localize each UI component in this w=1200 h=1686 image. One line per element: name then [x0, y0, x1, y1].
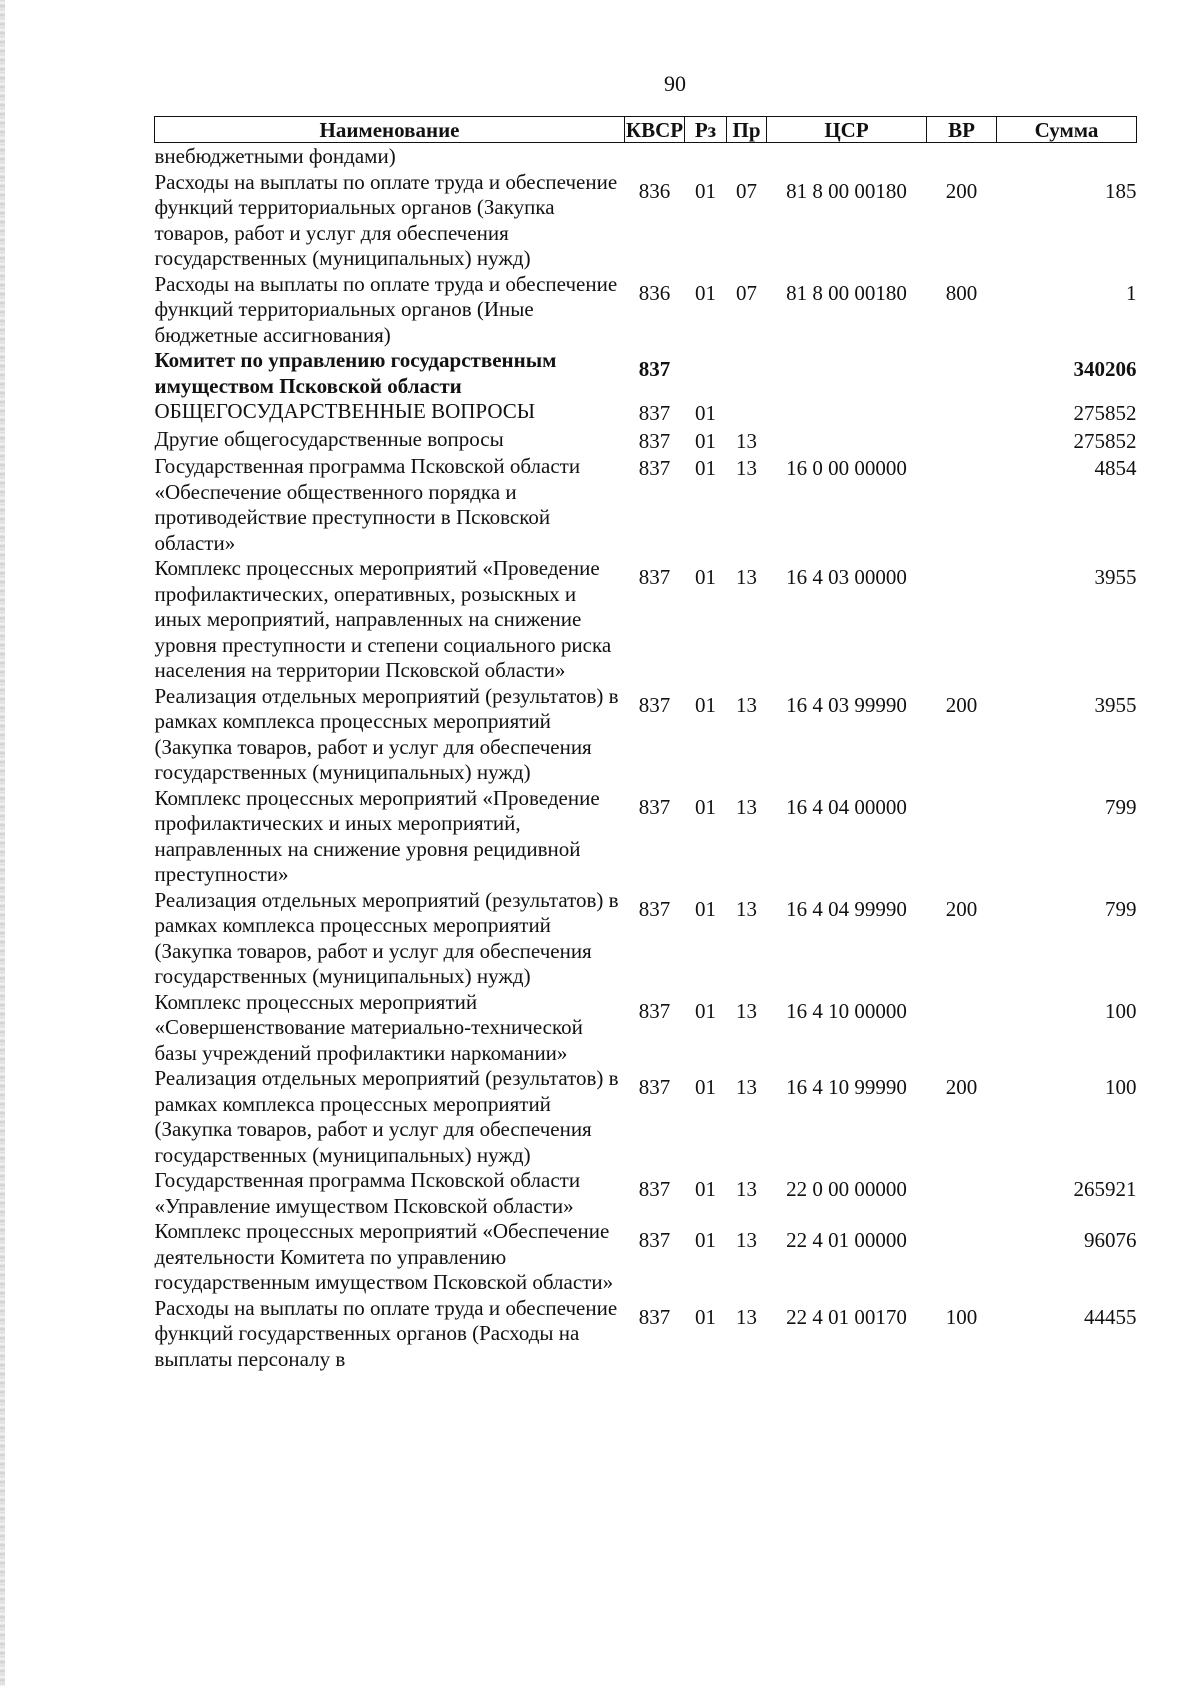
row-pr: 13 [736, 1177, 757, 1201]
row-rz: 01 [695, 280, 716, 305]
row-name: Другие общегосударственные вопросы [154, 426, 504, 451]
row-name: внебюджетными фондами) [154, 144, 396, 168]
row-kvsr: 837 [638, 401, 671, 425]
header-csr: ЦСР [767, 117, 927, 143]
row-name: Расходы на выплаты по оплате труда и обеспечение функций территориальных органов (Иные бюджетные ассигнования) [154, 271, 618, 347]
page-number: 90 [664, 71, 686, 96]
row-kvsr: 837 [638, 692, 671, 717]
row-pr: 13 [736, 1075, 757, 1099]
row-csr: 16 4 03 99990 [786, 692, 907, 717]
table-header-row [155, 117, 1137, 143]
table-row [155, 427, 1137, 455]
row-vr [927, 143, 997, 170]
row-vr: 100 [945, 1304, 978, 1329]
row-rz: 01 [695, 896, 716, 921]
row-kvsr: 837 [638, 456, 671, 480]
row-sum: 3955 [1094, 565, 1137, 589]
row-rz: 01 [695, 401, 716, 425]
header-name: Наименование [155, 117, 625, 143]
table-row [155, 170, 1137, 272]
row-pr: 13 [736, 1228, 757, 1252]
row-csr: 22 4 01 00170 [786, 1304, 907, 1329]
table-row [155, 888, 1137, 990]
row-vr [927, 427, 997, 455]
row-kvsr: 837 [638, 1177, 671, 1201]
row-sum: 340206 [1073, 357, 1137, 381]
row-vr [927, 348, 997, 399]
row-name: Реализация отдельных мероприятий (результатов) в рамках комплекса процессных мероприятий (Закупка товаров, работ и услуг для обеспечения государственных (муниципальных) нужд) [154, 683, 619, 784]
row-kvsr: 836 [638, 178, 671, 203]
table-row [155, 1168, 1137, 1219]
row-vr: 800 [945, 280, 978, 305]
row-rz: 01 [695, 456, 716, 480]
row-kvsr: 837 [638, 1304, 671, 1329]
row-name: ОБЩЕГОСУДАРСТВЕННЫЕ ВОПРОСЫ [154, 399, 536, 423]
row-csr [767, 143, 927, 170]
header-kvsr: КВСР [625, 118, 684, 142]
header-rz: Рз [685, 117, 727, 143]
row-csr [767, 399, 927, 427]
table-row [155, 454, 1137, 556]
table-row [155, 399, 1137, 427]
row-csr: 16 4 04 00000 [786, 794, 907, 819]
row-pr: 07 [736, 178, 757, 203]
header-pr: Пр [727, 117, 767, 143]
row-kvsr: 837 [638, 998, 671, 1023]
row-csr: 16 4 03 00000 [786, 565, 907, 589]
row-kvsr: 837 [638, 428, 671, 453]
row-name: Расходы на выплаты по оплате труда и обеспечение функций государственных органов (Расходы на выплаты персоналу в [154, 1295, 618, 1371]
row-pr: 13 [736, 565, 757, 589]
row-vr [927, 454, 997, 556]
row-sum: 1 [1126, 280, 1137, 305]
budget-table [154, 116, 1137, 1372]
row-pr: 13 [736, 692, 757, 717]
scan-edge [0, 0, 5, 1686]
row-rz: 01 [695, 1304, 716, 1329]
row-sum: 265921 [1073, 1177, 1137, 1201]
row-csr: 16 4 10 99990 [786, 1075, 907, 1099]
row-csr: 81 8 00 00180 [786, 178, 907, 203]
row-kvsr: 837 [638, 1075, 671, 1099]
row-rz: 01 [695, 1075, 716, 1099]
row-pr [727, 399, 767, 427]
row-vr: 200 [945, 896, 978, 921]
row-pr: 13 [736, 1304, 757, 1329]
row-pr: 07 [736, 280, 757, 305]
row-vr: 200 [945, 692, 978, 717]
row-pr: 13 [736, 794, 757, 819]
row-kvsr: 837 [638, 794, 671, 819]
row-csr: 22 0 00 00000 [786, 1177, 907, 1201]
table-row-ministry [155, 348, 1137, 399]
table-row [155, 272, 1137, 349]
row-vr [927, 556, 997, 684]
row-vr [927, 990, 997, 1067]
table-row [155, 786, 1137, 888]
row-rz: 01 [695, 692, 716, 717]
row-csr [767, 348, 927, 399]
row-sum [997, 143, 1137, 170]
row-kvsr: 836 [638, 280, 671, 305]
row-name: Комитет по управлению государственным имуществом Псковской области [154, 348, 557, 398]
row-pr: 13 [736, 428, 757, 453]
row-csr: 16 4 04 99990 [786, 896, 907, 921]
row-vr: 200 [945, 178, 978, 203]
row-name: Государственная программа Псковской области «Обеспечение общественного порядка и противодействие преступности в Псковской области» [154, 454, 581, 555]
row-sum: 100 [1105, 998, 1137, 1023]
row-name: Расходы на выплаты по оплате труда и обеспечение функций территориальных органов (Закупка товаров, работ и услуг для обеспечения государственных (муниципальных) нужд) [154, 169, 618, 270]
row-kvsr [625, 143, 685, 170]
row-kvsr: 837 [638, 357, 671, 381]
row-kvsr: 837 [638, 896, 671, 921]
row-vr: 200 [945, 1075, 978, 1099]
row-csr [767, 427, 927, 455]
row-name: Комплекс процессных мероприятий «Совершенствование материально-технической базы учреждений профилактики наркомании» [154, 989, 583, 1065]
row-name: Комплекс процессных мероприятий «Проведение профилактических и иных мероприятий, направленных на снижение уровня рецидивной преступности» [154, 785, 600, 886]
row-sum: 799 [1105, 794, 1137, 819]
row-pr: 13 [736, 456, 757, 480]
row-name: Реализация отдельных мероприятий (результатов) в рамках комплекса процессных мероприятий (Закупка товаров, работ и услуг для обеспечения государственных (муниципальных) нужд) [154, 1066, 619, 1167]
row-vr [927, 399, 997, 427]
row-rz [685, 348, 727, 399]
row-name: Государственная программа Псковской области «Управление имуществом Псковской области» [154, 1168, 581, 1218]
row-csr: 22 4 01 00000 [786, 1228, 907, 1252]
row-pr: 13 [736, 896, 757, 921]
row-sum: 4854 [1094, 456, 1137, 480]
row-sum: 799 [1105, 896, 1137, 921]
row-kvsr: 837 [638, 565, 671, 589]
row-sum: 44455 [1084, 1304, 1137, 1329]
row-kvsr: 837 [638, 1228, 671, 1252]
table-row [155, 990, 1137, 1067]
row-csr: 16 4 10 00000 [786, 998, 907, 1023]
row-rz: 01 [695, 178, 716, 203]
table-row [155, 1066, 1137, 1168]
row-sum: 185 [1105, 178, 1137, 203]
row-pr [727, 348, 767, 399]
row-sum: 100 [1105, 1075, 1137, 1099]
table-row [155, 684, 1137, 786]
row-rz: 01 [695, 565, 716, 589]
header-vr: ВР [927, 117, 997, 143]
row-rz: 01 [695, 794, 716, 819]
row-name: Комплекс процессных мероприятий «Проведение профилактических, оперативных, розыскных и иных мероприятий, направленных на снижение уровня преступности и степени социального риска населения на территории Псковской области» [154, 556, 612, 682]
row-rz: 01 [695, 1228, 716, 1252]
row-csr: 81 8 00 00180 [786, 280, 907, 305]
table-row [155, 1296, 1137, 1373]
header-sum: Сумма [997, 117, 1137, 143]
row-csr: 16 0 00 00000 [786, 456, 907, 480]
row-sum: 3955 [1094, 692, 1137, 717]
row-rz: 01 [695, 998, 716, 1023]
row-rz: 01 [695, 1177, 716, 1201]
table-row [155, 556, 1137, 684]
row-pr: 13 [736, 998, 757, 1023]
row-sum: 275852 [1073, 428, 1137, 453]
row-vr [927, 1168, 997, 1219]
row-rz [685, 143, 727, 170]
row-vr [927, 786, 997, 888]
row-vr [927, 1219, 997, 1296]
row-rz: 01 [695, 428, 716, 453]
row-name: Комплекс процессных мероприятий «Обеспечение деятельности Комитета по управлению государственным имуществом Псковской области» [154, 1219, 614, 1294]
table-row [155, 143, 1137, 170]
row-pr [727, 143, 767, 170]
row-sum: 275852 [1073, 401, 1137, 425]
row-sum: 96076 [1084, 1228, 1137, 1252]
row-name: Реализация отдельных мероприятий (результатов) в рамках комплекса процессных мероприятий (Закупка товаров, работ и услуг для обеспечения государственных (муниципальных) нужд) [154, 887, 619, 988]
table-row [155, 1219, 1137, 1296]
